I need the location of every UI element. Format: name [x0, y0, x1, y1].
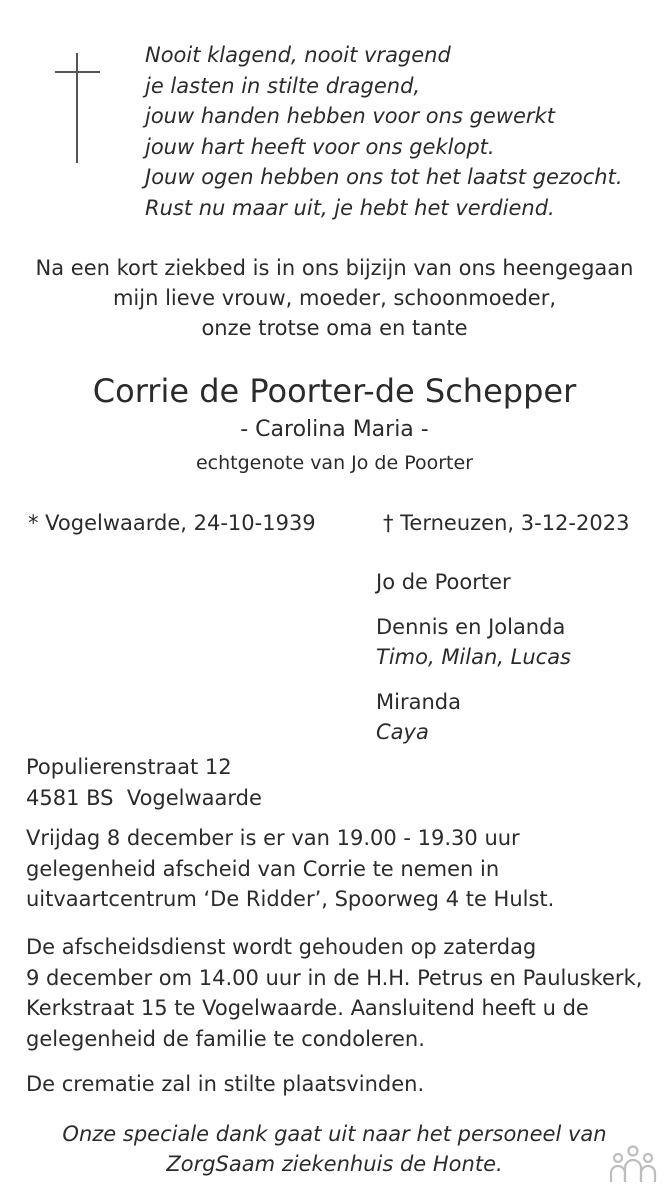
- family-grandchildren: Caya: [376, 720, 429, 744]
- paragraph-line: Kerkstraat 15 te Vogelwaarde. Aansluitend heeft u de: [26, 996, 589, 1020]
- family-list: [376, 567, 571, 762]
- birth-date: * Vogelwaarde, 24-10-1939: [28, 511, 316, 535]
- poem-line: jouw handen hebben voor ons gewerkt: [145, 104, 555, 128]
- paragraph-line: uitvaartcentrum ‘De Ridder’, Spoorweg 4 te Hulst.: [26, 887, 555, 911]
- deceased-name: Corrie de Poorter-de Schepper: [92, 372, 577, 410]
- poem-line: Nooit klagend, nooit vragend: [145, 43, 451, 67]
- cremation-paragraph: [26, 1069, 656, 1100]
- family-child: Miranda: [376, 689, 461, 714]
- thanks-text: [0, 1119, 669, 1179]
- family-group: [376, 612, 571, 673]
- address-street: Populierenstraat 12: [26, 755, 232, 779]
- intro-line: onze trotse oma en tante: [201, 316, 468, 340]
- address-city: 4581 BS Vogelwaarde: [26, 785, 262, 810]
- intro-text: [0, 253, 669, 343]
- cross-horizontal-bar: [55, 71, 100, 73]
- poem-line: Rust nu maar uit, je hebt het verdiend.: [145, 195, 555, 220]
- poem-line: Jouw ogen hebben ons tot het laatst gezocht.: [145, 165, 623, 189]
- poem-line: je lasten in stilte dragend,: [145, 73, 421, 98]
- paragraph-line: gelegenheid de familie te condoleren.: [26, 1026, 425, 1051]
- people-group-logo-icon: [608, 1144, 658, 1184]
- paragraph-line: Vrijdag 8 december is er van 19.00 - 19.30 uur: [26, 826, 520, 850]
- intro-line: Na een kort ziekbed is in ons bijzijn van ons heengegaan: [35, 256, 634, 280]
- given-names: - Carolina Maria -: [240, 417, 429, 442]
- poem-line: jouw hart heeft voor ons geklopt.: [145, 134, 495, 159]
- family-group: [376, 567, 571, 598]
- paragraph-line: De afscheidsdienst wordt gehouden op zaterdag: [26, 935, 537, 959]
- correspondence-address: [26, 752, 262, 813]
- cross-vertical-bar: [76, 53, 78, 163]
- service-paragraph: [26, 932, 656, 1054]
- intro-line: mijn lieve vrouw, moeder, schoonmoeder,: [112, 286, 557, 310]
- family-grandchildren: Timo, Milan, Lucas: [376, 645, 571, 669]
- cross-icon: [55, 53, 100, 163]
- family-spouse: Jo de Poorter: [376, 570, 511, 594]
- thanks-line: Onze speciale dank gaat uit naar het personeel van: [62, 1122, 607, 1146]
- paragraph-line: De crematie zal in stilte plaatsvinden.: [26, 1072, 425, 1096]
- farewell-paragraph: [26, 823, 656, 915]
- poem: [145, 40, 623, 223]
- thanks-line: ZorgSaam ziekenhuis de Honte.: [166, 1152, 503, 1176]
- death-date: † Terneuzen, 3-12-2023: [383, 511, 630, 535]
- family-child: Dennis en Jolanda: [376, 614, 566, 639]
- spouse-line: echtgenote van Jo de Poorter: [195, 452, 474, 474]
- family-group: [376, 687, 571, 748]
- paragraph-line: 9 december om 14.00 uur in de H.H. Petrus en Pauluskerk,: [26, 965, 643, 990]
- paragraph-line: gelegenheid afscheid van Corrie te nemen in: [26, 856, 500, 881]
